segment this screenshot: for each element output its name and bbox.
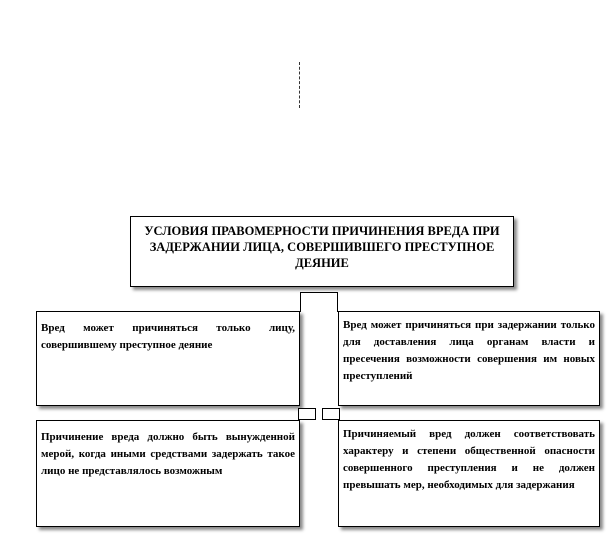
condition-text-4: Причиняемый вред должен соответствовать характеру и степени общественной опасности совершенного преступления и не должен превышать мер, необходимых для задержания (343, 428, 595, 491)
diagram-title: УСЛОВИЯ ПРАВОМЕРНОСТИ ПРИЧИНЕНИЯ ВРЕДА ПРИ ЗАДЕРЖАНИИ ЛИЦА, СОВЕРШИВШЕГО ПРЕСТУПНОЕ ДЕЯНИЕ (144, 224, 500, 270)
condition-box-3 (36, 420, 300, 527)
title-box (130, 216, 514, 287)
stub-right (322, 408, 340, 420)
branch-connector (300, 292, 338, 312)
top-dashed-line (299, 62, 300, 108)
stub-left (298, 408, 316, 420)
condition-box-2 (338, 311, 600, 406)
condition-text-3: Причинение вреда должно быть вынужденной мерой, когда иными средствами задержать такое лицо не представлялось возможным (41, 431, 295, 477)
condition-text-2: Вред может причиняться при задержании только для доставления лица органам власти и пресечения возможности совершения им новых преступлений (343, 319, 595, 382)
condition-box-4 (338, 420, 600, 527)
condition-box-1 (36, 311, 300, 406)
condition-text-1: Вред может причиняться только лицу, совершившему преступное деяние (41, 322, 295, 351)
